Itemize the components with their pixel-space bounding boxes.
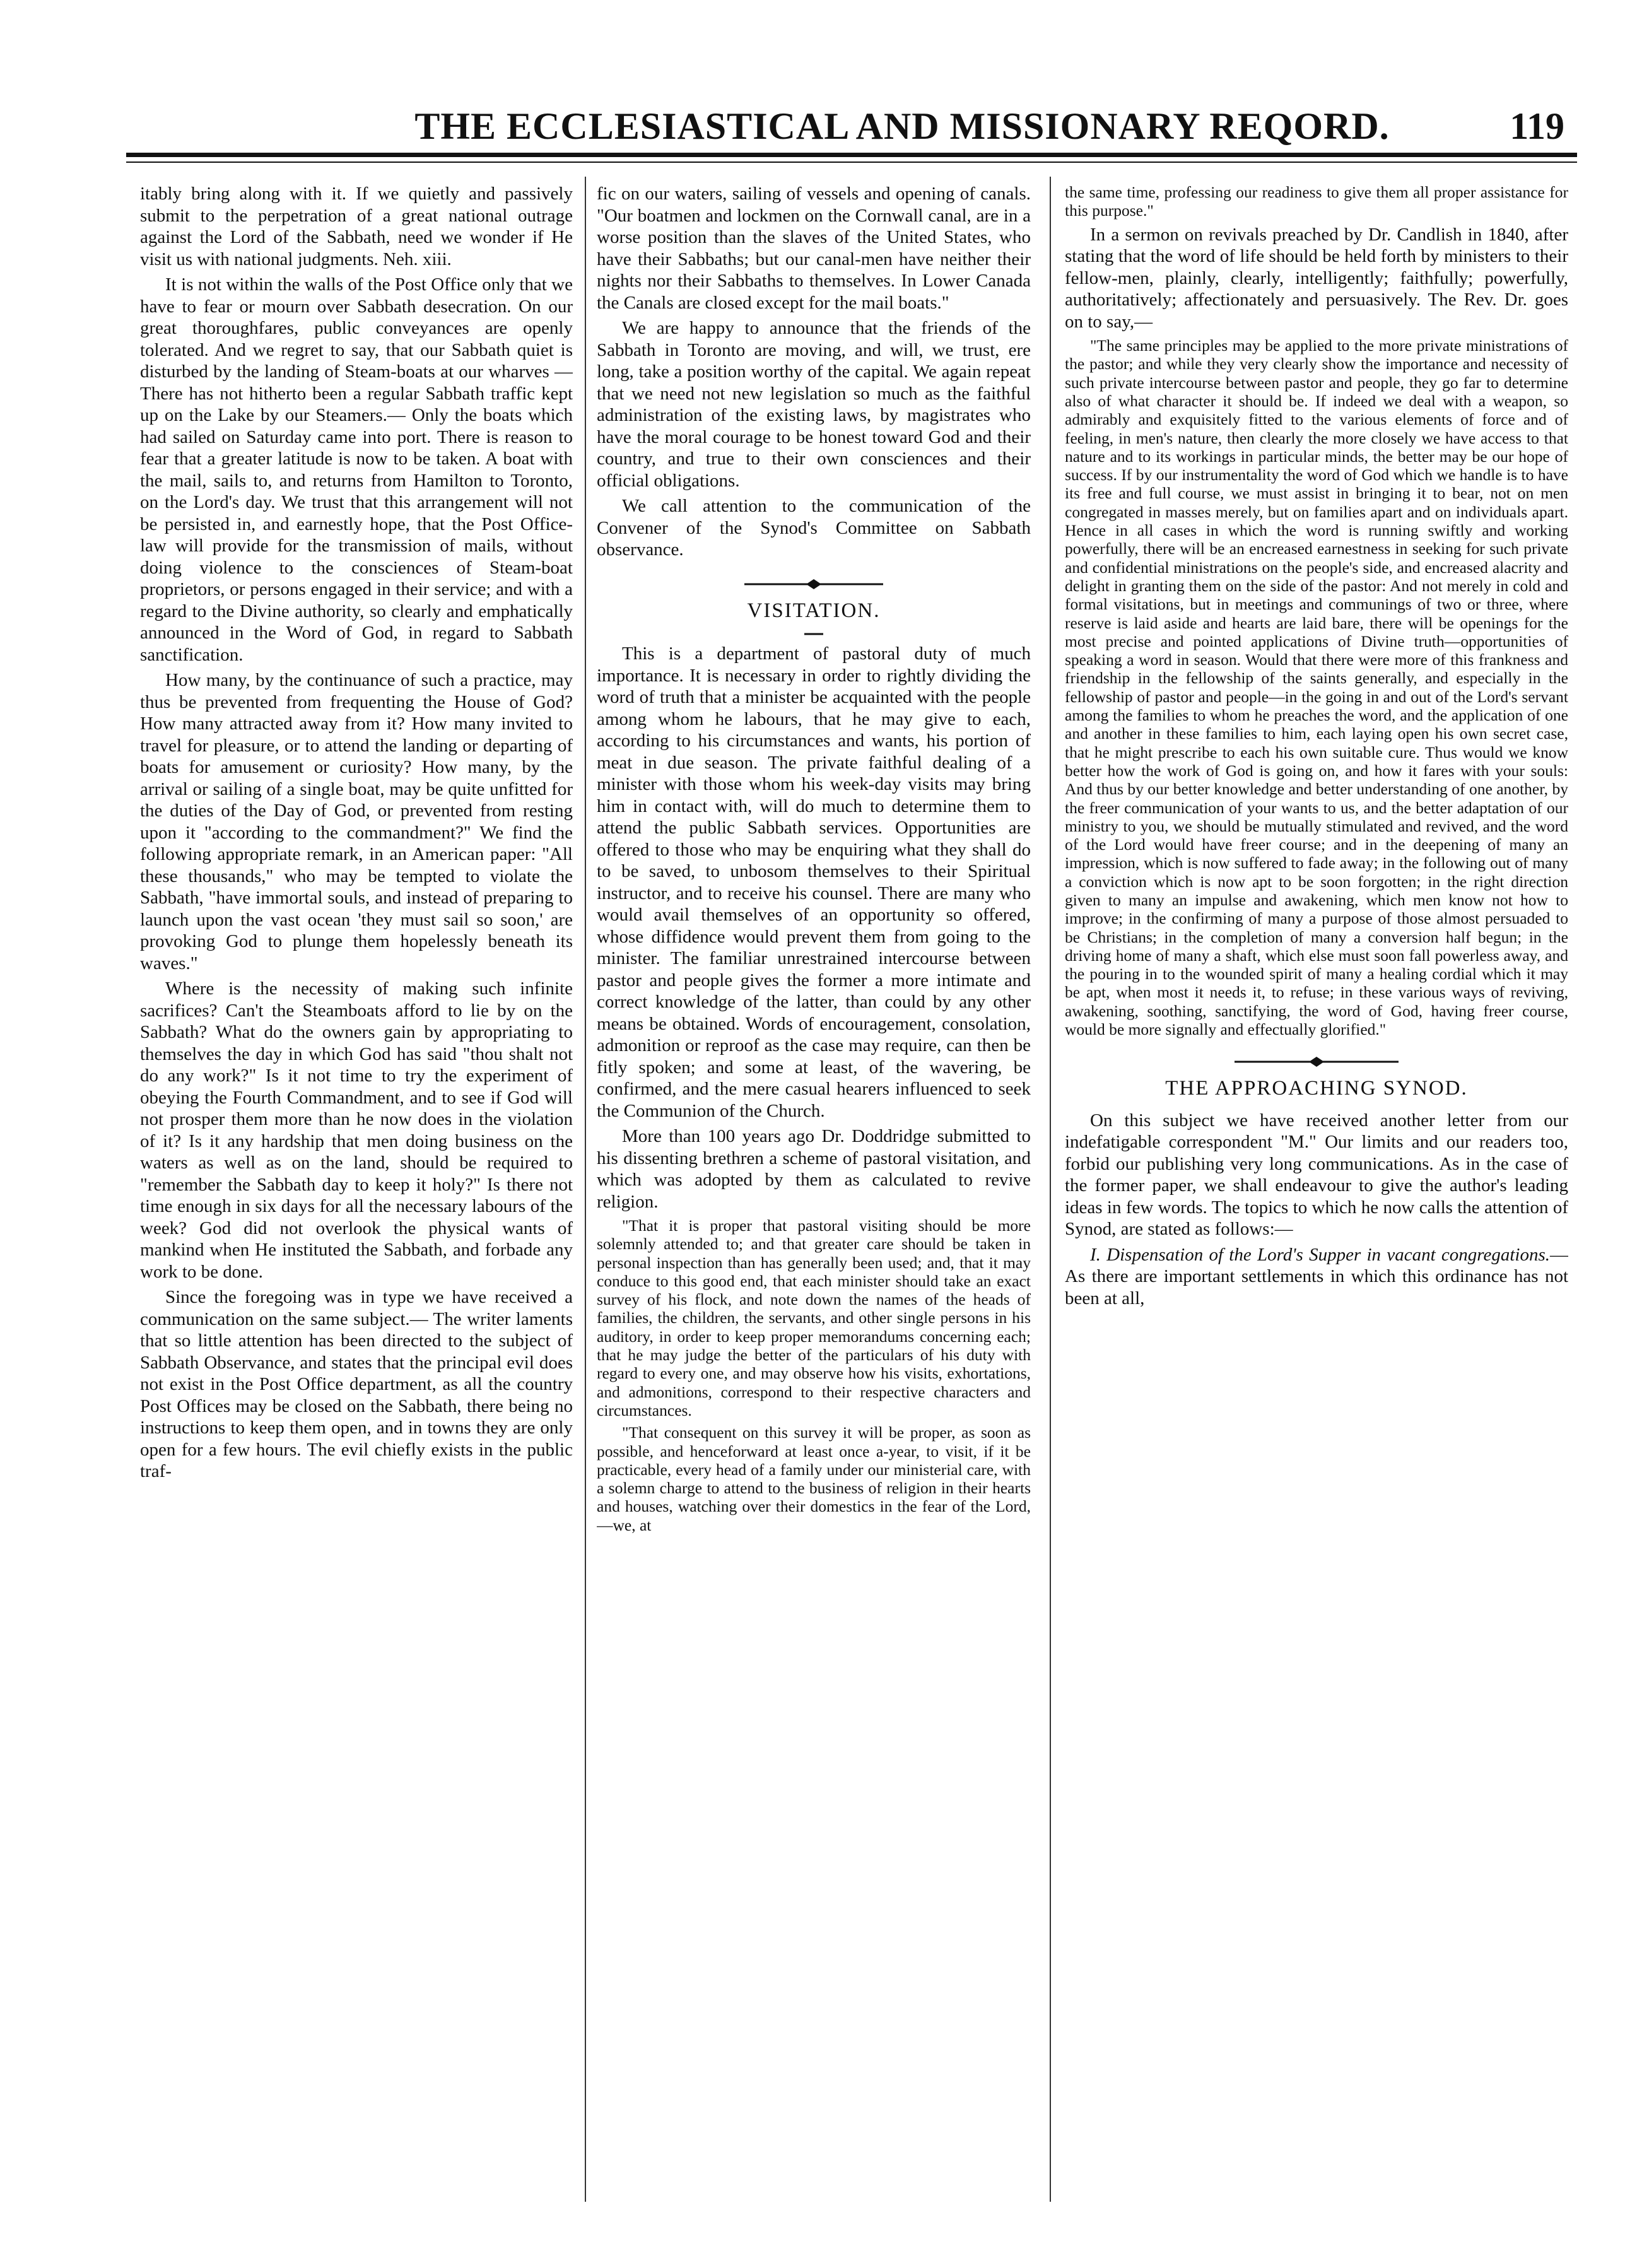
paragraph: We call attention to the communication of the Convener of the Synod's Committee on Sabbath observance.: [597, 496, 1031, 560]
paragraph: On this subject we have received another letter from our indefatigable correspondent "M." Our limits and our readers too, forbid our publishing very long communications. As in the case of the former paper, we shall endeavour to give the author's leading ideas in few words. The topics to which he now calls the attention of Synod, are stated as follows:—: [1065, 1110, 1568, 1240]
paragraph-rest: —As there are important settlements in which this ordinance has not been at all,: [1065, 1244, 1568, 1308]
paragraph: fic on our waters, sailing of vessels and opening of canals. "Our boatmen and lockmen on the Cornwall canal, are in a worse position than the slaves of the United States, who have their Sabbaths; but our canal-men have neither their nights nor their Sabbaths to themselves. In Lower Canada the Canals are closed except for the mail boats.": [597, 184, 1031, 313]
paragraph: In a sermon on revivals preached by Dr. Candlish in 1840, after stating that the word of life should be held forth by ministers to their fellow-men, plainly, clearly, intelligently; faithfully; powerfully, authoritatively; affectionately and persuasively. The Rev. Dr. goes on to say,—: [1065, 224, 1568, 332]
quotation: "That it is proper that pastoral visiting should be more solemnly attended to; and that greater care should be taken in personal inspection than has generally been used; and, that it may conduce to this good end, that each minister should take an exact survey of his flock, and note down the names of the heads of families, the children, the servants, and other single persons in his auditory, in order to keep proper memorandums concerning each; that he may judge the better of the particulars of his duty with regard to every one, and may observe how his visits, exhortations, and admonitions, correspond to their respective characters and circumstances.: [597, 1216, 1031, 1419]
quotation: "The same principles may be applied to the more private ministrations of the pastor; and while they very clearly show the importance and necessity of such private intercourse between pastor and people, they go far to determine also of what character it should be. If indeed we deal with a weapon, so admirably and exquisitely fitted to the various elements of force and of feeling, in men's nature, then clearly the more closely we have access to that nature and to its workings in particular minds, the better may be our hope of success. If by our instrumentality the word of God which we handle is to have its free and full course, we must assist in bringing it to bear, not on men congregated in masses merely, but on families apart and on individuals apart. Hence in all cases in which the word is running swiftly and working powerfully, there will be an encreased earnestness in seeking for such private and confidential ministrations on the people's side, and encreased alacrity and delight in granting them on the side of the pastor: And not merely in cold and formal visitations, but in meetings and communings of two or three, where reserve is laid aside and hearts are laid bare, there will be openings for the most precise and pointed applications of Divine truth—opportunities of speaking a word in season. Would that there were more of this frankness and friendship in the fellowship of the saints generally, and especially in the fellowship of pastor and people—in the going in and out of the Lord's servant among the families to whom he preaches the word, and the application of one and another in these families to him, each laying open his own secret case, that he might prescribe to each his own suitable cure. Thus would we know better how the work of God is going on, and how it fares with your souls: And thus by our better knowledge and better understanding of one another, by the freer communication of your wants to us, and the better adaptation of our ministry to you, we should be mutually stimulated and revived, and the word of the Lord would have freer course; and in the deepening of many an impression, which is now suffered to fade away; in the following out of many a conviction which is now apt to be soon forgotten; in the right direction given to many an impulse and awakening, which men know not how to improve; in the confirming of many a purpose of those almost persuaded to be Christians; in the completion of many a conversion half begun; in the driving home of many a shaft, which else must soon fall powerless away, and the pouring in to the wounded spirit of many a healing cordial which it may be apt, when most it needs it, to refuse; in these various ways of reviving, awakening, soothing, sanctifying, the word of God, having freer course, would be more signally and effectually glorified.": [1065, 336, 1568, 1039]
running-head: THE ECCLESIASTICAL AND MISSIONARY REQORD.: [414, 105, 1390, 147]
section-heading-approaching-synod: THE APPROACHING SYNOD.: [1165, 1077, 1468, 1100]
column-divider-1: [585, 177, 586, 2202]
paragraph: Where is the necessity of making such infinite sacrifices? Can't the Steamboats afford to lie by on the Sabbath? What do the owners gain by appropriating to themselves the day in which God has said "thou shalt not do any work?" Is it not time to try the experiment of obeying the Fourth Commandment, and to see if God will not prosper them more than he now does in the violation of it? Is it any hardship that men doing business on the waters as well as on the land, should be required to "remember the Sabbath day to keep it holy?" Is there not time enough in six days for all the necessary labours of the week? God did not overlook the physical wants of mankind when He instituted the Sabbath, and forbade any work to be done.: [140, 978, 573, 1282]
page-header: [126, 104, 1577, 148]
paragraph: Since the foregoing was in type we have received a communication on the same subject.— The writer laments that so little attention has been directed to the subject of Sabbath Observance, and states that the principal evil does not exist in the Post Office department, as all the country Post Offices may be closed on the Sabbath, there being no instructions to keep them open, and in towns they are only open for a few hours. The evil chiefly exists in the public traf-: [140, 1287, 573, 1481]
paragraph: itably bring along with it. If we quietly and passively submit to the perpetration of a great national outrage against the Lord of the Sabbath, need we wonder if He visit us with national judgments. Neh. xiii.: [140, 184, 573, 269]
page-number: 119: [1510, 105, 1564, 147]
paragraph: More than 100 years ago Dr. Doddridge submitted to his dissenting brethren a scheme of pastoral visitation, and which was adopted by them as calculated to revive religion.: [597, 1126, 1031, 1212]
column-divider-2: [1050, 177, 1051, 2202]
paragraph: [1065, 1244, 1568, 1310]
section-ornament-icon: [1235, 1055, 1399, 1069]
short-rule-icon: [804, 632, 823, 637]
paragraph-lead-italic: I. Dispensation of the Lord's Supper in vacant congregations.: [1090, 1244, 1550, 1265]
paragraph: This is a department of pastoral duty of much importance. It is necessary in order to rightly dividing the word of truth that a minister be acquainted with the people among whom he labours, that he may give to each, according to his circumstances and wants, his portion of meat in due season. The private faithful dealing of a minister with those whom his week-day visits may bring him in contact with, will do much to determine them to attend the public Sabbath services. Opportunities are offered to those who may be enquiring what they shall do to be saved, to unbosom themselves to their Spiritual instructor, and to receive his counsel. There are many who would avail themselves of an opportunity so offered, whose diffidence would prevent them from going to the minister. The familiar unrestrained intercourse between pastor and people gives the former a more intimate and correct knowledge of the latter, than could by any other means be obtained. Words of encouragement, consolation, admonition or reproof as the case may require, can then be fitly spoken; and some at least, of the wavering, be confirmed, and the mere casual hearers influenced to seek the Communion of the Church.: [597, 643, 1031, 1121]
header-rule-thin: [126, 162, 1577, 163]
column-3: [1065, 183, 1568, 2202]
column-1: [140, 183, 573, 2202]
paragraph: We are happy to announce that the friends of the Sabbath in Toronto are moving, and will, we trust, ere long, take a position worthy of the capital. We again repeat that we need not new legislation so much as the faithful administration of the existing laws, by magistrates who have the moral courage to be honest toward God and their country, and true to their own consciences and their official obligations.: [597, 318, 1031, 491]
paragraph: How many, by the continuance of such a practice, may thus be prevented from frequenting the House of God? How many attracted away from it? How many invited to travel for pleasure, or to attend the landing or departing of boats for amusement or curiosity? How many, by the arrival or sailing of a single boat, may be quite unfitted for the duties of the Day of God, or prevented from resting upon it "according to the commandment?" We find the following appropriate remark, in an American paper: "All these thousands," who may be tempted to violate the Sabbath, "have immortal souls, and instead of preparing to launch upon the vast ocean 'they must sail so soon,' are provoking God to plunge them hopelessly beneath its waves.": [140, 670, 573, 973]
quotation: the same time, professing our readiness to give them all proper assistance for this purpose.": [1065, 183, 1568, 220]
quotation: "That consequent on this survey it will be proper, as soon as possible, and henceforward at least once a-year, to visit, if it be practicable, every head of a family under our ministerial care, with a solemn charge to attend to the business of religion in their hearts and houses, watching over their domestics in the fear of the Lord,—we, at: [597, 1423, 1031, 1534]
header-rule-thick: [126, 153, 1577, 157]
section-heading-visitation: VISITATION.: [747, 599, 881, 622]
column-2: [597, 183, 1031, 2202]
section-ornament-icon: [744, 577, 883, 591]
paragraph: It is not within the walls of the Post Office only that we have to fear or mourn over Sabbath desecration. On our great thoroughfares, public conveyances are openly tolerated. And we regret to say, that our Sabbath quiet is disturbed by the landing of Steam-boats at our wharves — There has not hitherto been a regular Sabbath traffic kept up on the Lake by our Steamers.— Only the boats which had sailed on Saturday came into port. There is reason to fear that a greater latitude is now to be taken. A boat with the mail, sails to, and returns from Hamilton to Toronto, on the Lord's day. We trust that this arrangement will not be persisted in, and earnestly hope, that the Post Office-law will provide for the transmission of mails, without doing violence to the consciences of Steam-boat proprietors, or persons engaged in their service; and with a regard to the Divine authority, so clearly and emphatically announced in the Word of God, in regard to Sabbath sanctification.: [140, 274, 573, 665]
